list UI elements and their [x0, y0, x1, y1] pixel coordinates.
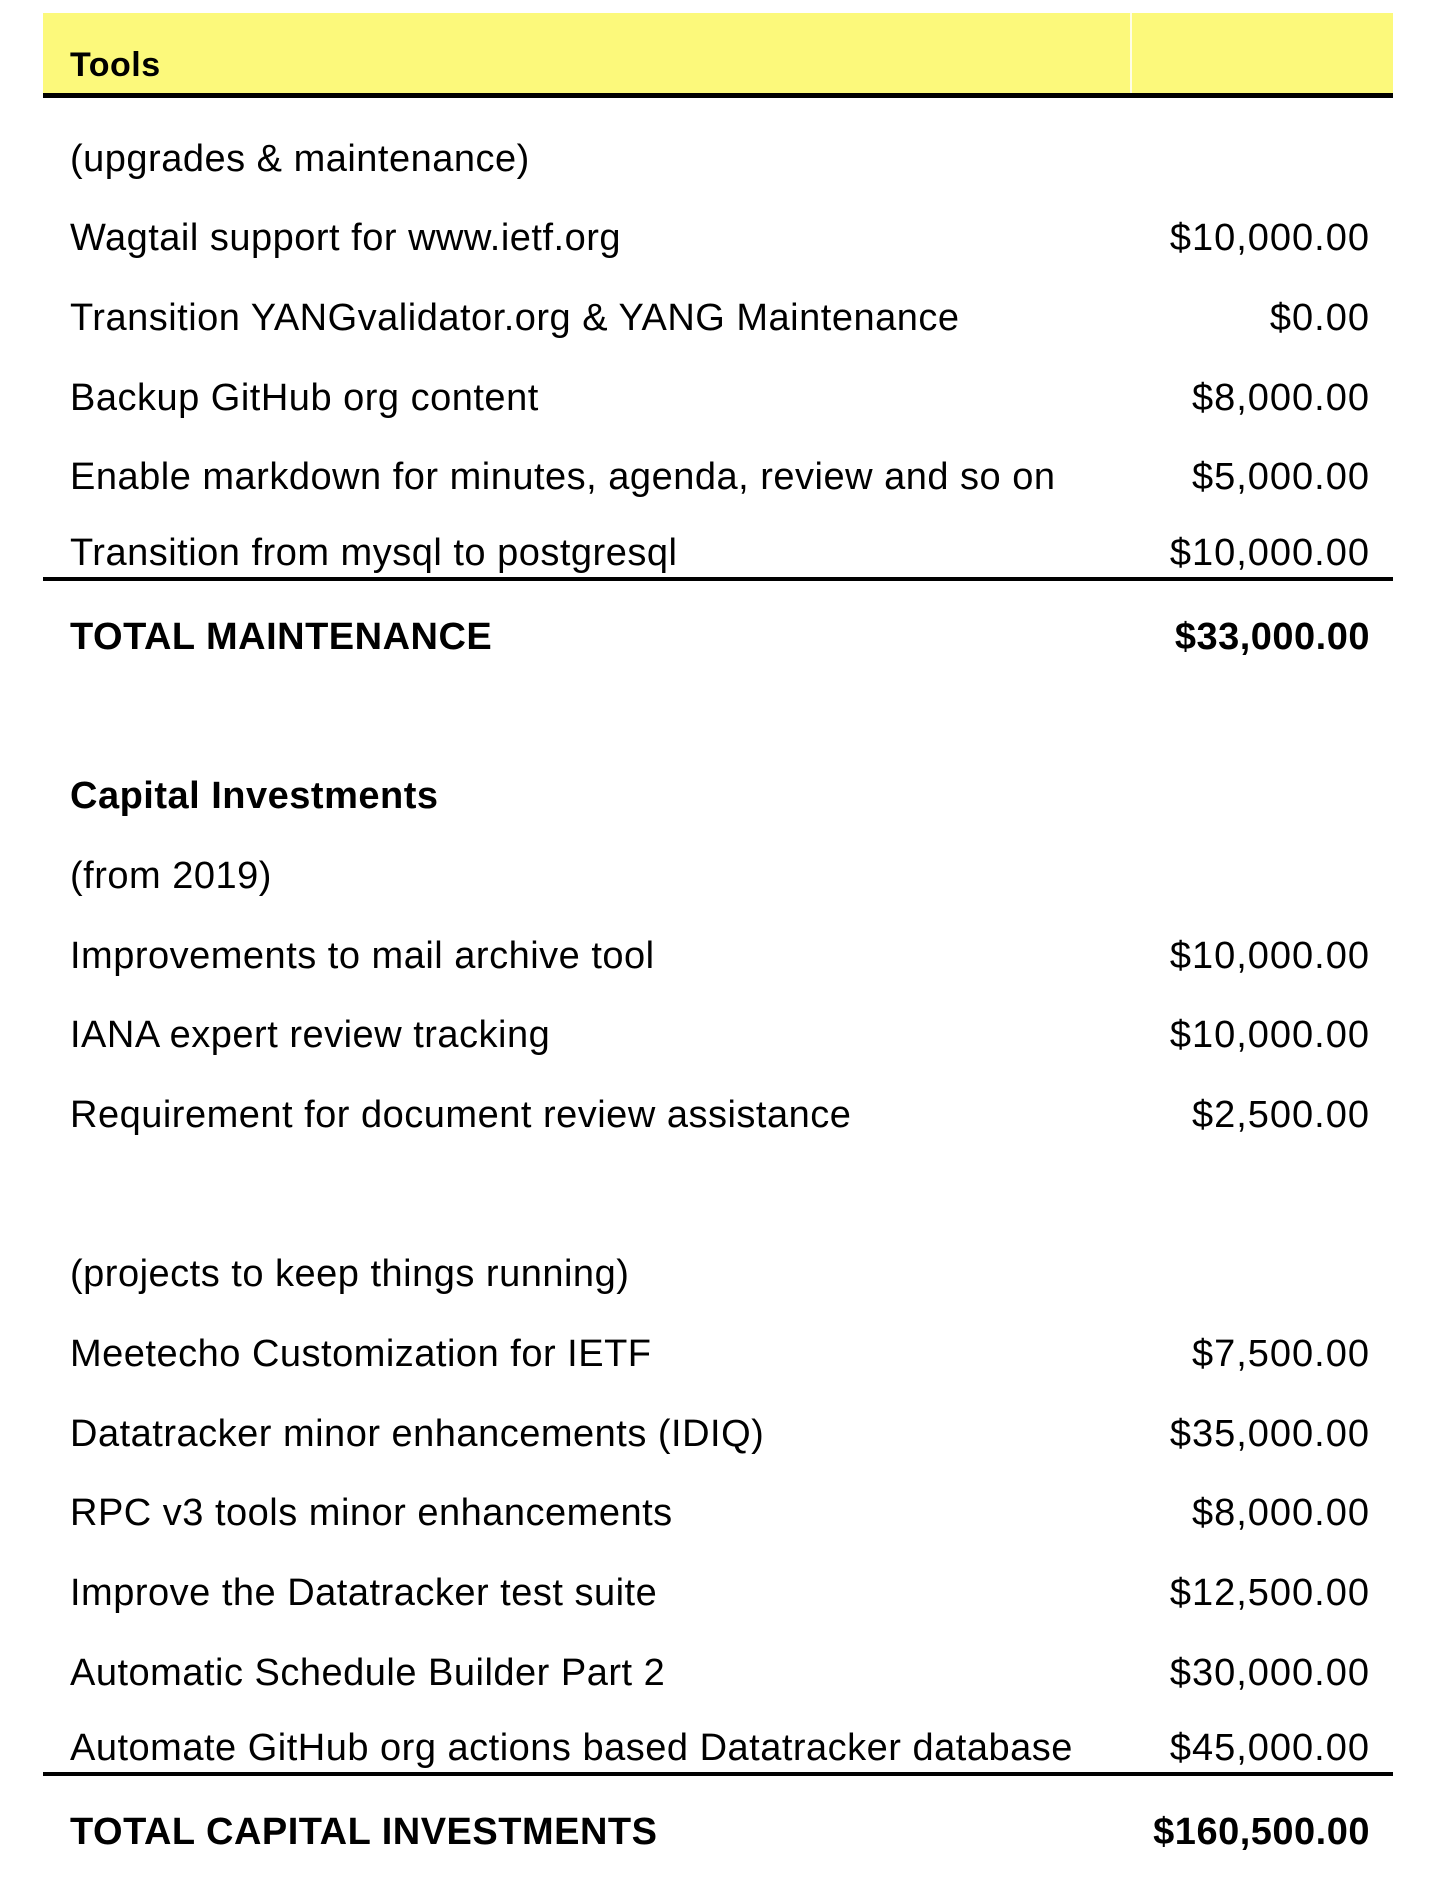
table-row [43, 661, 1393, 741]
section-title: Tools [70, 46, 161, 84]
row-label [43, 739, 1130, 741]
table-row [43, 103, 1393, 183]
table-row [43, 1139, 1393, 1219]
row-label: (upgrades & maintenance) [70, 137, 530, 180]
row-label: Backup GitHub org content [70, 376, 539, 419]
row-amount: $8,000.00 [1191, 376, 1370, 419]
row-amount [1130, 1217, 1393, 1219]
table-row [43, 741, 1393, 821]
row-amount [1130, 818, 1393, 820]
row-label: Capital Investments [70, 775, 439, 818]
row-amount [1130, 181, 1393, 183]
row-label: Enable markdown for minutes, agenda, review and so on [70, 456, 1056, 499]
row-amount: $10,000.00 [1169, 1014, 1370, 1057]
row-label: Transition from mysql to postgresql [70, 532, 678, 575]
table-body [43, 98, 1393, 1856]
row-label: Automatic Schedule Builder Part 2 [70, 1651, 666, 1694]
table-row [43, 900, 1393, 980]
row-amount: $10,000.00 [1169, 217, 1370, 260]
row-amount: $2,500.00 [1191, 1093, 1370, 1136]
table-row [43, 183, 1393, 263]
row-amount [1130, 1296, 1393, 1298]
row-label: Improvements to mail archive tool [70, 934, 655, 977]
row-label: Datatracker minor enhancements (IDIQ) [70, 1412, 765, 1455]
row-amount: $10,000.00 [1169, 532, 1370, 575]
table-row [43, 581, 1393, 661]
table-row [43, 342, 1393, 422]
row-label: Automate GitHub org actions based Datatracker database [70, 1727, 1073, 1770]
table-row [43, 820, 1393, 900]
row-amount: $12,500.00 [1169, 1572, 1370, 1615]
table-row [43, 1776, 1393, 1856]
row-amount: $8,000.00 [1191, 1492, 1370, 1535]
row-amount: $45,000.00 [1169, 1727, 1370, 1770]
row-label: RPC v3 tools minor enhancements [70, 1492, 673, 1535]
row-label: TOTAL MAINTENANCE [70, 615, 493, 658]
row-label: IANA expert review tracking [70, 1014, 551, 1057]
table-row [43, 980, 1393, 1060]
table-row [43, 1697, 1393, 1777]
table-row [43, 1378, 1393, 1458]
table-row [43, 1298, 1393, 1378]
row-amount: $5,000.00 [1191, 456, 1370, 499]
row-label: Meetecho Customization for IETF [70, 1333, 652, 1375]
table-row [43, 501, 1393, 581]
section-header-amount-cell [1130, 13, 1393, 93]
table-row [43, 1059, 1393, 1139]
section-header-band [43, 13, 1393, 98]
row-amount: $35,000.00 [1169, 1412, 1370, 1455]
row-amount [1130, 739, 1393, 741]
row-label: TOTAL CAPITAL INVESTMENTS [70, 1811, 658, 1854]
row-label: Transition YANGvalidator.org & YANG Maintenance [70, 297, 960, 340]
row-amount: $7,500.00 [1191, 1333, 1370, 1375]
row-label: Wagtail support for www.ietf.org [70, 217, 622, 260]
table-row [43, 1617, 1393, 1697]
row-label [43, 1217, 1130, 1219]
table-row [43, 1458, 1393, 1538]
row-amount [1130, 898, 1393, 900]
row-amount: $10,000.00 [1169, 934, 1370, 977]
table-row [43, 1537, 1393, 1617]
table-row [43, 422, 1393, 502]
row-label: (projects to keep things running) [70, 1253, 630, 1296]
table-row [43, 262, 1393, 342]
row-label: Requirement for document review assistance [70, 1093, 852, 1136]
row-amount: $0.00 [1269, 297, 1370, 340]
row-amount: $30,000.00 [1169, 1651, 1370, 1694]
row-label: Improve the Datatracker test suite [70, 1572, 658, 1615]
budget-sheet [43, 13, 1393, 1856]
row-amount: $160,500.00 [1153, 1811, 1370, 1854]
row-label: (from 2019) [70, 854, 272, 897]
table-row [43, 1219, 1393, 1299]
row-amount: $33,000.00 [1174, 615, 1370, 658]
